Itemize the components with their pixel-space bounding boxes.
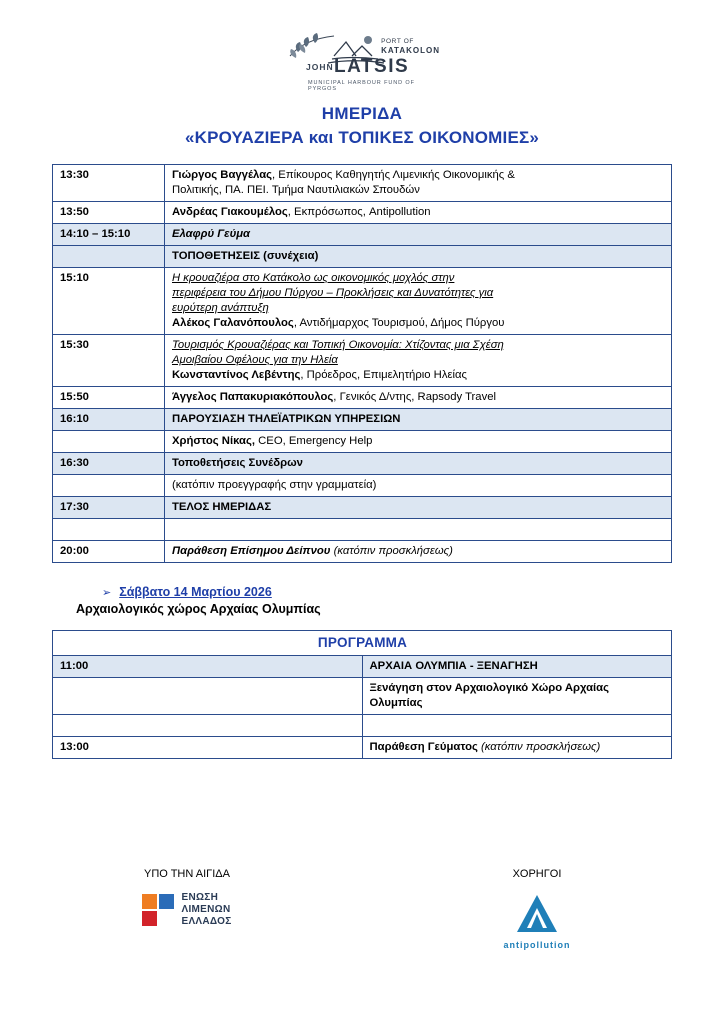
day-date: Σάββατο 14 Μαρτίου 2026: [119, 585, 272, 600]
row-description: [165, 431, 672, 453]
row-text: Αμοιβαίου Οφέλους για την Ηλεία: [172, 354, 338, 367]
table-row: [53, 224, 672, 246]
row-text: Άγγελος Παπακυριακόπουλος: [172, 391, 334, 404]
day-place: Αρχαιολογικός χώρος Αρχαίας Ολυμπίας: [76, 602, 321, 617]
table-row: [53, 678, 672, 715]
row-description: [165, 409, 672, 431]
sponsors-label: ΧΟΡΗΓΟΙ: [512, 868, 562, 880]
row-text: Ελαφρύ Γεύμα: [172, 228, 251, 241]
row-description: [165, 453, 672, 475]
logo-header: [52, 26, 672, 94]
row-time: 20:00: [53, 541, 165, 563]
row-line: [172, 271, 665, 286]
row-description: [362, 678, 672, 715]
row-description: [165, 541, 672, 563]
logo-latsis-text: LATSIS: [334, 56, 410, 77]
table-row: [53, 246, 672, 268]
row-time: [53, 431, 165, 453]
row-line: [172, 544, 665, 559]
row-line: [172, 301, 665, 316]
table-row: [53, 656, 672, 678]
row-description: [165, 519, 672, 541]
program-header: ΠΡΟΓΡΑΜΜΑ: [53, 631, 672, 656]
row-line: [370, 659, 666, 674]
row-text: ΤΕΛΟΣ ΗΜΕΡΙΔΑΣ: [172, 501, 272, 514]
row-time: [53, 678, 363, 715]
row-description: [165, 268, 672, 335]
row-text: περιφέρεια του Δήμου Πύργου – Προκλήσεις και Δυνατότητες για: [172, 287, 494, 300]
aegis-label: ΥΠΟ ΤΗΝ ΑΙΓΙΔΑ: [144, 868, 230, 880]
row-line: [172, 205, 665, 220]
row-line: [172, 338, 665, 353]
row-time: 16:30: [53, 453, 165, 475]
row-time: [53, 246, 165, 268]
table-row: [53, 387, 672, 409]
row-description: [165, 497, 672, 519]
table-row: [53, 497, 672, 519]
row-text: CEO, Emergency Help: [254, 435, 373, 448]
row-time: 15:10: [53, 268, 165, 335]
row-time: [53, 475, 165, 497]
port-of-katakolon-logo: [282, 26, 442, 94]
row-text: , Γενικός Δ/ντης, Rapsody Travel: [333, 391, 497, 404]
elime-line2: ΛΙΜΕΝΩΝ: [181, 903, 231, 915]
logo-port-line2: KATAKOLON: [381, 46, 440, 56]
antipollution-mark-icon: [514, 892, 560, 938]
row-line: [172, 286, 665, 301]
row-time: 11:00: [53, 656, 363, 678]
elime-logo: [92, 892, 282, 927]
logo-john-text: JOHN: [306, 62, 334, 72]
row-text: , Επίκουρος Καθηγητής Λιμενικής Οικονομικής &: [272, 169, 515, 181]
row-text: Χρήστος Νίκας,: [172, 435, 255, 448]
row-line: [172, 183, 665, 198]
row-description: [165, 224, 672, 246]
row-text: ΠΑΡΟΥΣΙΑΣΗ ΤΗΛΕΪΑΤΡΙΚΩΝ ΥΠΗΡΕΣΙΩΝ: [172, 413, 401, 426]
row-description: [362, 715, 672, 737]
table-row: [53, 715, 672, 737]
row-time: 16:10: [53, 409, 165, 431]
day-section: [52, 585, 672, 616]
row-time: [53, 715, 363, 737]
row-line: [172, 353, 665, 368]
row-text: , Πρόεδρος, Επιμελητήριο Ηλείας: [300, 369, 468, 382]
row-line: [172, 390, 665, 405]
row-line: [370, 740, 666, 755]
row-text: Ξενάγηση στον Αρχαιολογικό Χώρο Αρχαίας Ολυμπίας: [369, 682, 610, 710]
table-row: [53, 737, 672, 759]
row-text: ΤΟΠΟΘΕΤΗΣΕΙΣ (συνέχεια): [172, 250, 319, 263]
table-row: [53, 541, 672, 563]
row-text: ευρύτερη ανάπτυξη: [172, 302, 269, 315]
row-line: [172, 434, 665, 449]
row-text: Η κρουαζιέρα στο Κατάκολο ως οικονομικός μοχλός στην: [172, 272, 455, 285]
row-text: Πολιτικής, ΠΑ. ΠΕΙ. Τμήμα Ναυτιλιακών Σπουδών: [172, 184, 420, 197]
row-time: 14:10 – 15:10: [53, 224, 165, 246]
row-text: , Εκπρόσωπος, Antipollution: [287, 206, 431, 219]
row-text: , Αντιδήμαρχος Τουρισμού, Δήμος Πύργου: [293, 317, 505, 330]
table-row: [53, 431, 672, 453]
arrow-bullet-icon: ➢: [102, 587, 112, 600]
table-row: [53, 165, 672, 202]
row-text: Τοποθετήσεις Συνέδρων: [172, 457, 303, 470]
logo-port-text: [381, 38, 440, 56]
row-line: [172, 500, 665, 515]
antipollution-logo: [442, 892, 632, 950]
row-text: Παράθεση Επίσημου Δείπνου: [172, 545, 331, 558]
table-row: [53, 202, 672, 224]
row-text: Αλέκος Γαλανόπουλος: [172, 317, 294, 330]
row-description: [165, 475, 672, 497]
elime-squares-icon: [142, 894, 174, 926]
row-line: [172, 368, 665, 383]
sponsors-column: [442, 868, 632, 950]
table-row: [53, 268, 672, 335]
row-time: 15:30: [53, 335, 165, 387]
row-description: [165, 246, 672, 268]
row-text: Γιώργος Βαγγέλας: [172, 169, 273, 181]
row-time: 13:50: [53, 202, 165, 224]
row-time: 13:00: [53, 737, 363, 759]
row-description: [362, 737, 672, 759]
row-line: [172, 227, 665, 242]
row-line: [370, 718, 666, 733]
row-description: [362, 656, 672, 678]
day-date-line: [102, 585, 672, 599]
elime-text: [181, 892, 231, 927]
row-line: [370, 681, 666, 711]
row-text: (κατόπιν προσκλήσεως): [330, 545, 453, 558]
page-subtitle: «ΚΡΟΥΑΖΙΕΡΑ και ΤΟΠΙΚΕΣ ΟΙΚΟΝΟΜΙΕΣ»: [184, 128, 540, 147]
row-description: [165, 387, 672, 409]
row-text: (κατόπιν προσκλήσεως): [477, 741, 601, 754]
row-text: Ανδρέας Γιακουμέλος: [172, 206, 288, 219]
program-table: [52, 630, 672, 759]
table-row: [53, 475, 672, 497]
table-row: [53, 335, 672, 387]
row-description: [165, 202, 672, 224]
footer: [0, 868, 724, 998]
row-line: [172, 456, 665, 471]
row-text: ΑΡΧΑΙΑ ΟΛΥΜΠΙΑ - ΞΕΝΑΓΗΣΗ: [369, 660, 538, 673]
row-text: (κατόπιν προεγγραφής στην γραμματεία): [172, 479, 377, 492]
row-time: 15:50: [53, 387, 165, 409]
row-line: [172, 168, 665, 183]
row-line: [172, 478, 665, 493]
row-text: Παράθεση Γεύματος: [369, 741, 478, 754]
row-time: [53, 519, 165, 541]
table-row: [53, 453, 672, 475]
logo-subtitle-text: MUNICIPAL HARBOUR FUND OF PYRGOS: [308, 80, 415, 92]
row-description: [165, 335, 672, 387]
row-time: 17:30: [53, 497, 165, 519]
agenda-table: [52, 164, 672, 563]
table-row: [53, 409, 672, 431]
row-line: [172, 522, 665, 537]
row-text: Κωνσταντίνος Λεβέντης: [172, 369, 301, 382]
row-time: 13:30: [53, 165, 165, 202]
logo-port-line1: PORT OF: [381, 38, 414, 45]
elime-line1: ΕΝΩΣΗ: [181, 892, 219, 903]
row-line: [172, 412, 665, 427]
aegis-column: [92, 868, 282, 950]
table-row: [53, 519, 672, 541]
program-header-row: [53, 631, 672, 656]
elime-line3: ΕΛΛΑΔΟΣ: [181, 915, 232, 927]
row-line: [172, 316, 665, 331]
row-description: [165, 165, 672, 202]
row-text: Τουρισμός Κρουαζιέρας και Τοπική Οικονομία: Χτίζοντας μια Σχέση: [172, 339, 504, 352]
antipollution-text: antipollution: [503, 940, 571, 950]
page-title: ΗΜΕΡΙΔΑ: [321, 104, 403, 123]
row-line: [172, 249, 665, 264]
